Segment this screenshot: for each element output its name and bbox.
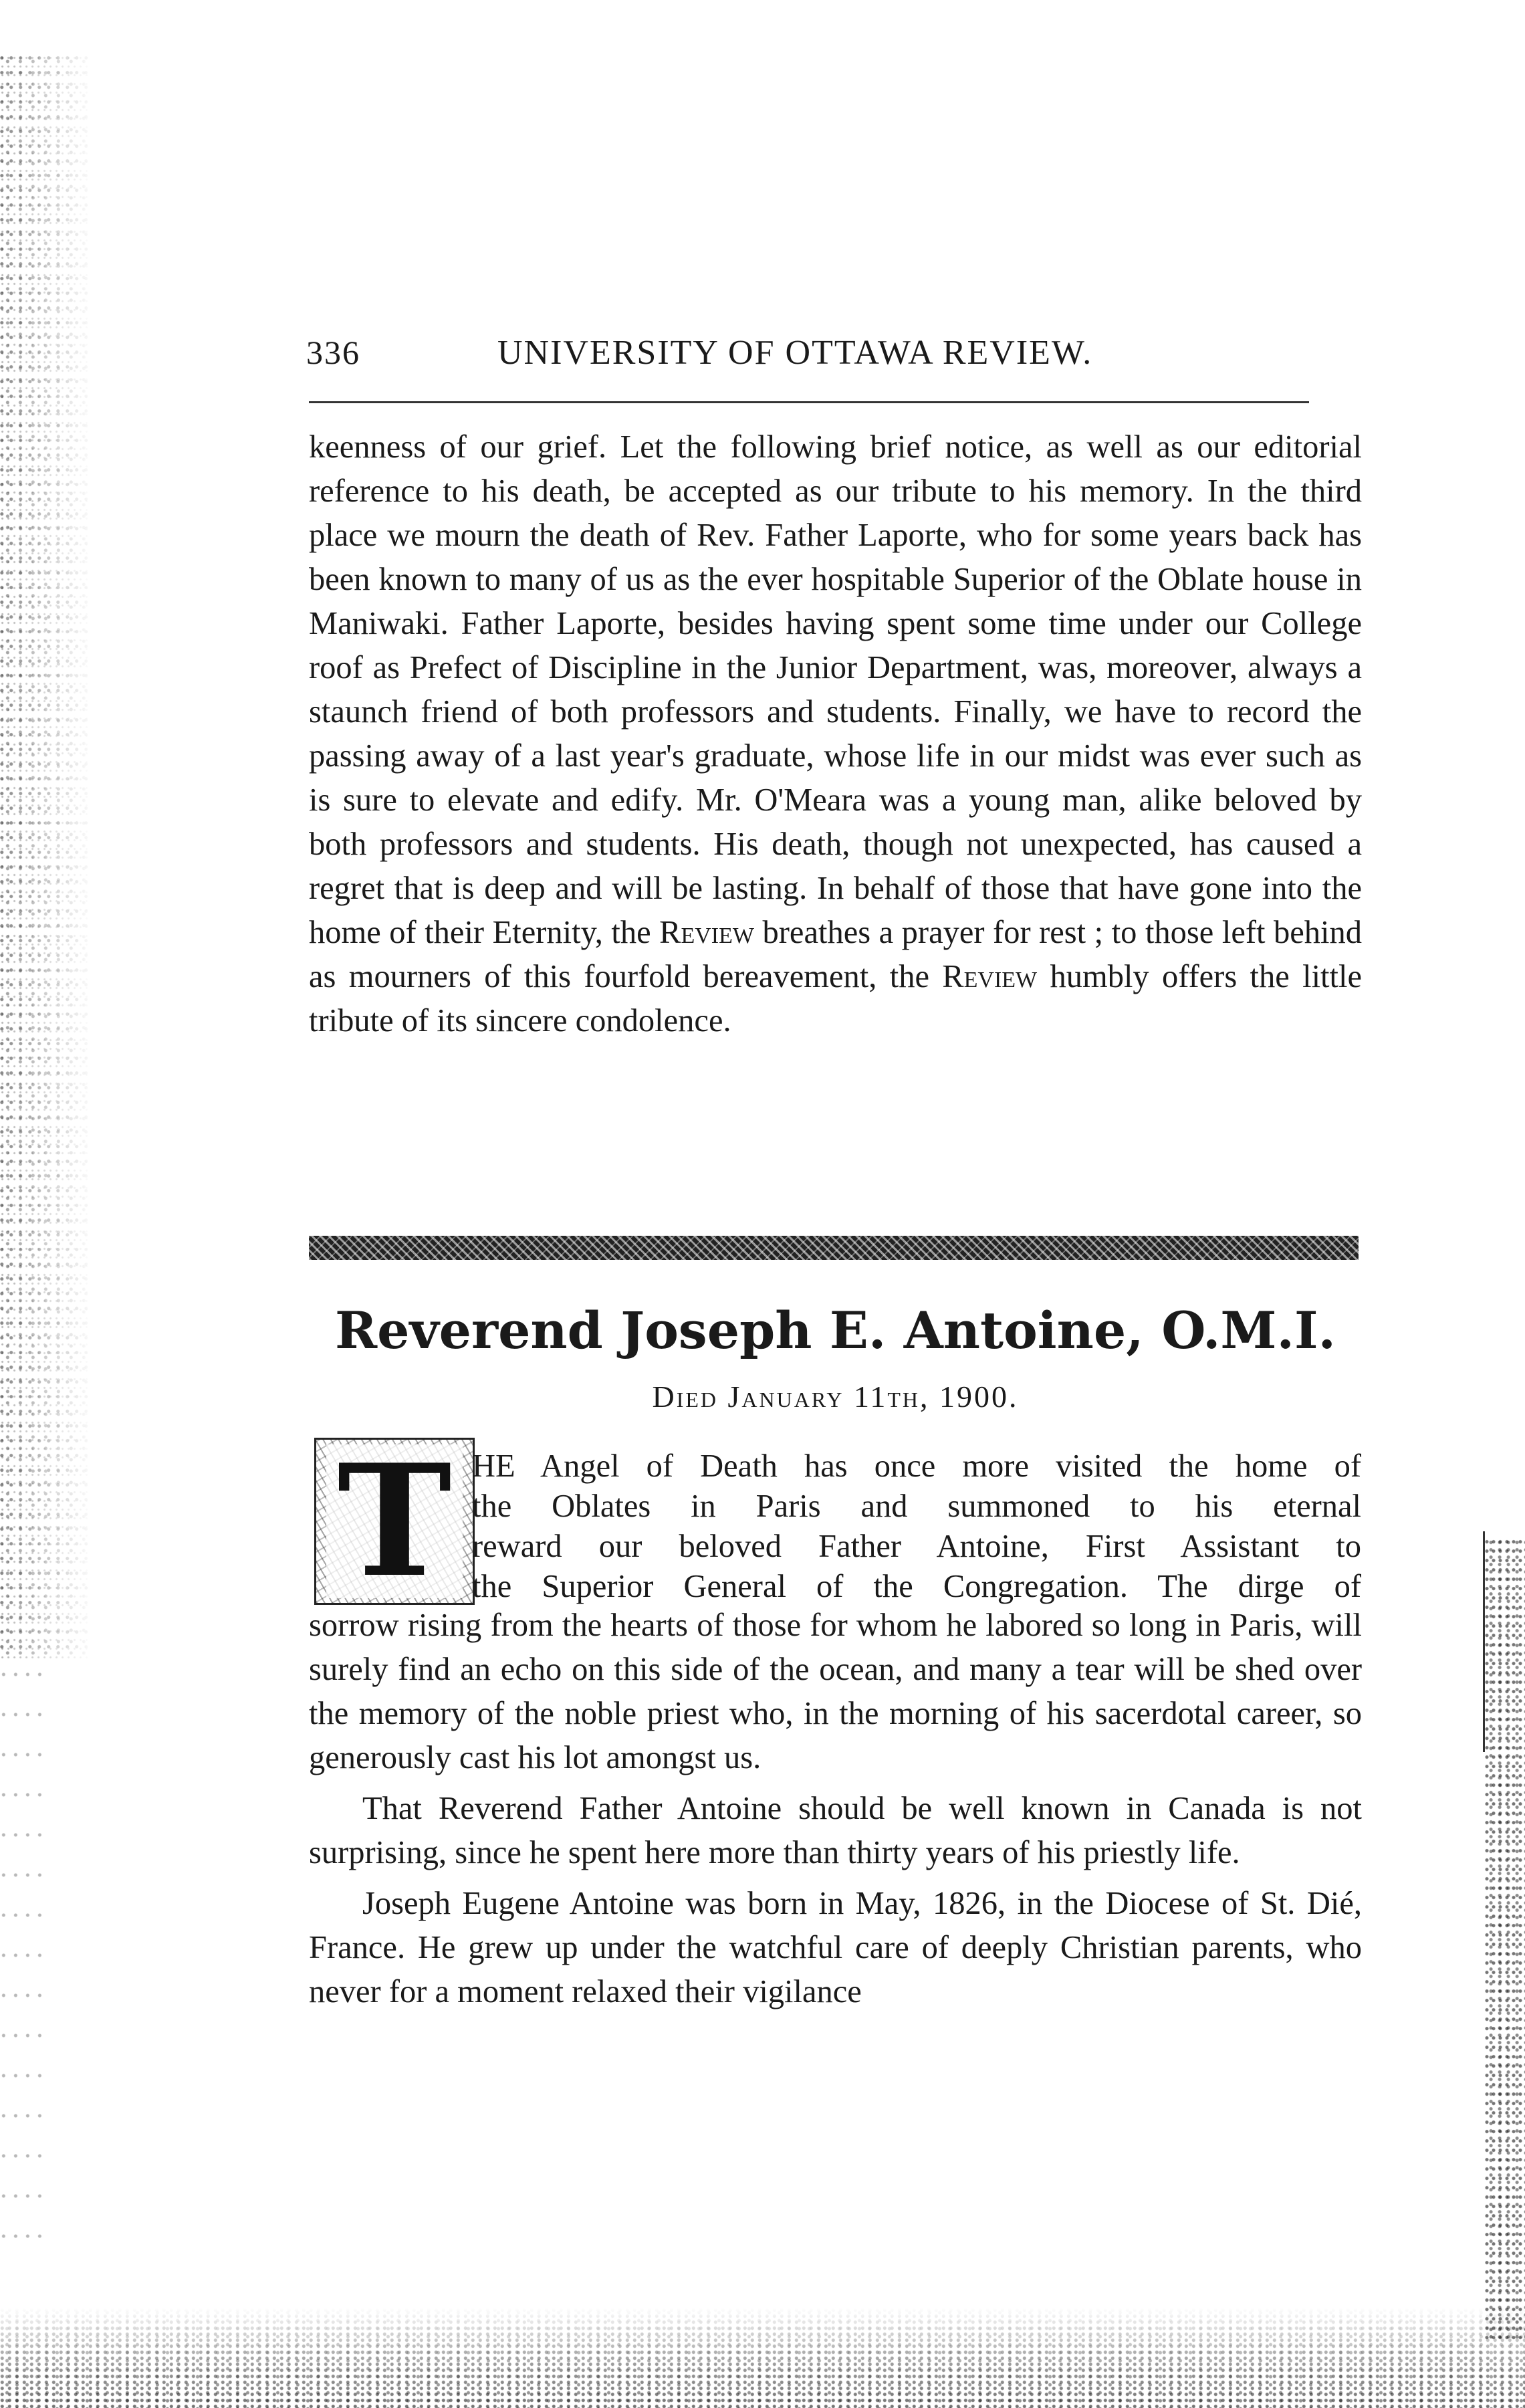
- paragraph: [309, 425, 1362, 1043]
- running-title: UNIVERSITY OF OTTAWA REVIEW.: [497, 334, 1093, 372]
- scan-noise-left-lower: [0, 1658, 47, 2260]
- page-header: [306, 328, 1309, 381]
- scan-edge-line: [1483, 1531, 1485, 1752]
- paragraph: Joseph Eugene Antoine was born in May, 1826, in the Diocese of St. Dié, France. He grew up under the watchful care of deeply Christian parents, who never for a moment relaxed their vigilance: [309, 1886, 1362, 2009]
- drop-cap-line: reward our beloved Father Antoine, First Assistant to: [472, 1529, 1361, 1564]
- drop-cap-line: HE Angel of Death has once more visited the home of: [472, 1448, 1361, 1484]
- drop-cap-letter: T: [326, 1444, 462, 1598]
- paragraph: That Reverend Father Antoine should be well known in Canada is not surprising, since he spent here more than thirty years of his priestly life.: [309, 1791, 1362, 1870]
- text-run: humbly offers the little tribute of its sincere condolence.: [309, 959, 1362, 1038]
- scan-noise-bottom: [0, 2308, 1525, 2408]
- previous-article-paragraph: [309, 425, 1362, 1043]
- scan-noise-right: [1485, 1538, 1525, 2340]
- drop-cap-ornament: [314, 1431, 475, 1612]
- paragraph: sorrow rising from the hearts of those for whom he labored so long in Paris, will surely find an echo on this side of the ocean, and many a tear will be shed over the memory of the noble priest who, in the morning of his sacerdotal career, so generously cast his lot amongst us.: [309, 1608, 1362, 1775]
- ornamental-divider: [309, 1236, 1359, 1260]
- drop-cap-line: the Superior General of the Congregation. The dirge of: [472, 1569, 1361, 1604]
- article-title: Reverend Joseph E. Antoine, O.M.I.: [335, 1301, 1336, 1360]
- article-dateline: Died January 11th, 1900.: [652, 1380, 1019, 1414]
- scan-noise-left: [0, 53, 94, 1658]
- article-body: [309, 1604, 1362, 2014]
- page-number: 336: [306, 334, 360, 371]
- drop-cap-line: the Oblates in Paris and summoned to his eternal: [472, 1489, 1361, 1524]
- text-run: keenness of our grief. Let the following brief notice, as well as our editorial reference to his death, be accepted as our tribute to his memory. In the third place we mourn the death of Rev. Father Laporte, who for some years back has been known to many of us as the ever hospitable Superior of the Oblate house in Maniwaki. Father Laporte, besides having spent some time under our College roof as Prefect of Discipline in the Junior Department, was, moreover, always a staunch friend of both professors and students. Finally, we have to record the passing away of a last year's graduate, whose life in our midst was ever such as is sure to elevate and edify. Mr. O'Meara was a young man, alike beloved by both professors and students. His death, though not unexpected, has caused a regret that is deep and will be lasting. In behalf of those that have gone into the home of their Eternity, the: [309, 429, 1362, 950]
- review-small-caps: Review: [942, 959, 1038, 994]
- review-small-caps: Review: [659, 915, 754, 950]
- text-run: breathes a prayer for rest ; to those left behind as mourners of this fourfold bereavement, the: [309, 915, 1362, 994]
- header-rule: [309, 401, 1309, 403]
